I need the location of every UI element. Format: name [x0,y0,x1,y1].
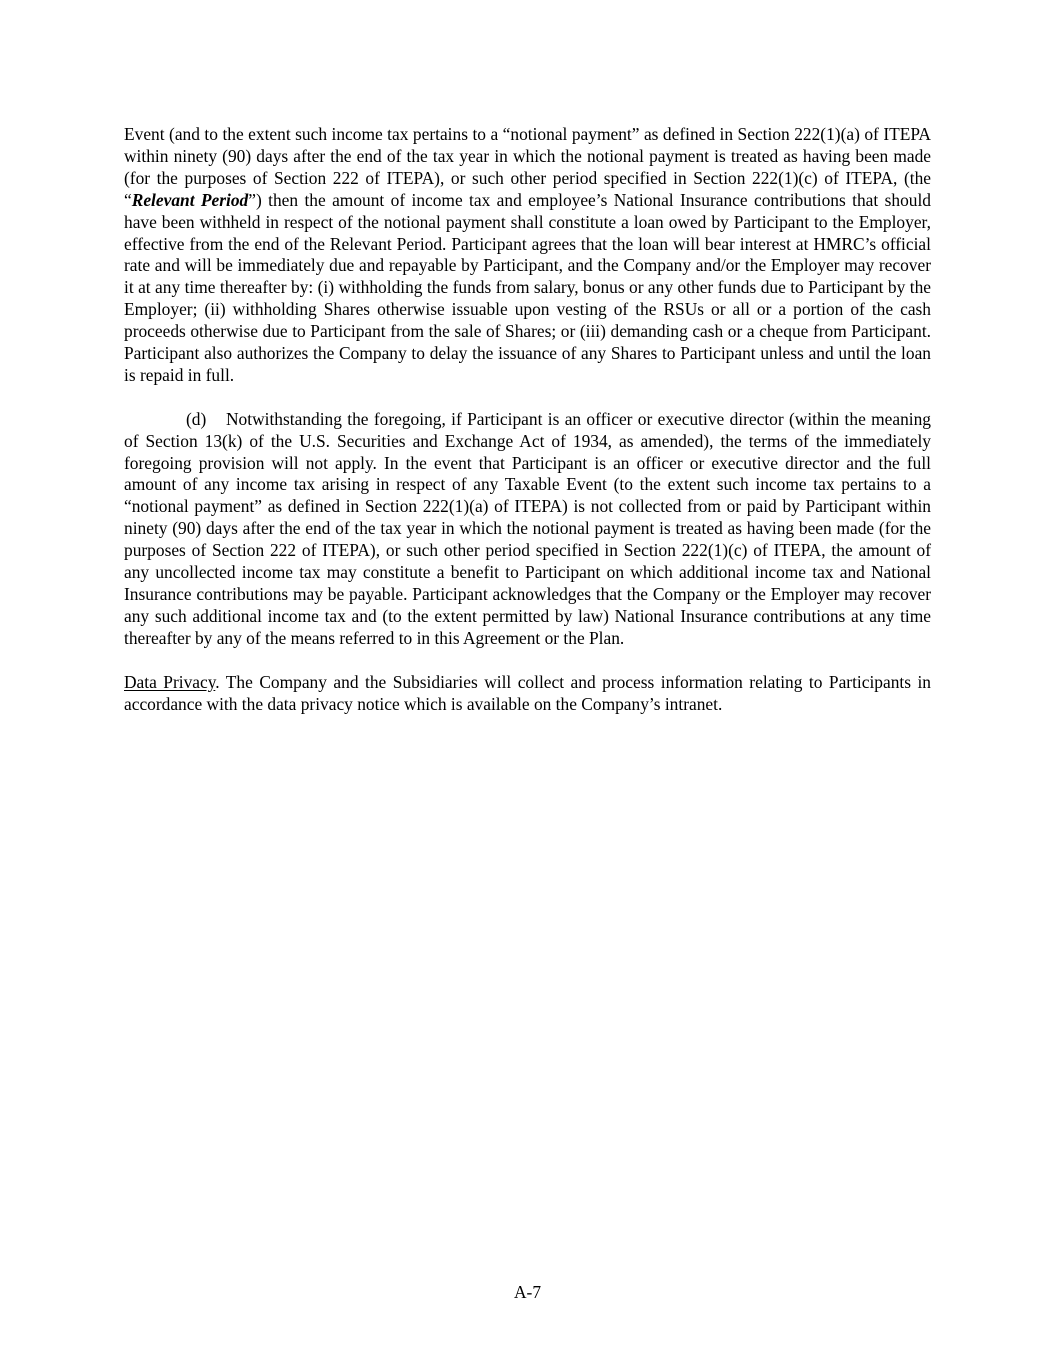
page-number: A-7 [513,1282,542,1302]
section-heading: Data Privacy [124,671,216,692]
paragraph-text: ”) then the amount of income tax and employee’s National Insurance contributions that should have been withheld in respect of the notional payment shall constitute a loan owed by Participant to the Employer, effective from the end of the Relevant Period. Participant agrees that the loan will bear interest at HMRC’s official rate and will be immediately due and repayable by Participant, and the Company and/or the Employer may recover it at any time thereafter by: (i) withholding the funds from salary, bonus or any other funds due to Participant by the Employer; (ii) withholding Shares otherwise issuable upon vesting of the RSUs or all or a portion of the cash proceeds otherwise due to Participant from the sale of Shares; or (iii) demanding cash or a cheque from Participant. Participant also authorizes the Company to delay the issuance of any Shares to Participant unless and until the loan is repaid in full. [124,189,931,385]
paragraph-d [124,409,931,650]
paragraph-data-privacy [124,672,931,716]
document-body [124,124,931,715]
heading-punctuation: . [215,671,220,692]
defined-term: Relevant Period [131,189,249,210]
paragraph-marker: (d) [186,408,207,429]
paragraph-text: The Company and the Subsidiaries will collect and process information relating to Participants in accordance with the data privacy notice which is available on the Company’s intranet. [124,671,931,714]
paragraph-text: Event (and to the extent such income tax pertains to a “notional payment” as defined in Section 222(1)(a) of ITEPA within ninety (90) days after the end of the tax year in which the notional payment is treated as having been made (for the purposes of Section 222 of ITEPA), or such other period specified in Section 222(1)(c) of ITEPA, (the “ [124,124,931,210]
paragraph-relevant-period [124,124,931,387]
paragraph-text: Notwithstanding the foregoing, if Participant is an officer or executive director (within the meaning of Section 13(k) of the U.S. Securities and Exchange Act of 1934, as amended), the terms of the immediately foregoing provision will not apply. In the event that Participant is an officer or executive director and the full amount of any income tax arising in respect of any Taxable Event (to the extent such income tax pertains to a “notional payment” as defined in Section 222(1)(a) of ITEPA) is not collected from or paid by Participant within ninety (90) days after the end of the tax year in which the notional payment is treated as having been made (for the purposes of Section 222 of ITEPA), or such other period specified in Section 222(1)(c) of ITEPA, the amount of any uncollected income tax may constitute a benefit to Participant on which additional income tax and National Insurance contributions may be payable. Participant acknowledges that the Company or the Employer may recover any such additional income tax and (to the extent permitted by law) National Insurance contributions at any time thereafter by any of the means referred to in this Agreement or the Plan. [124,408,931,648]
